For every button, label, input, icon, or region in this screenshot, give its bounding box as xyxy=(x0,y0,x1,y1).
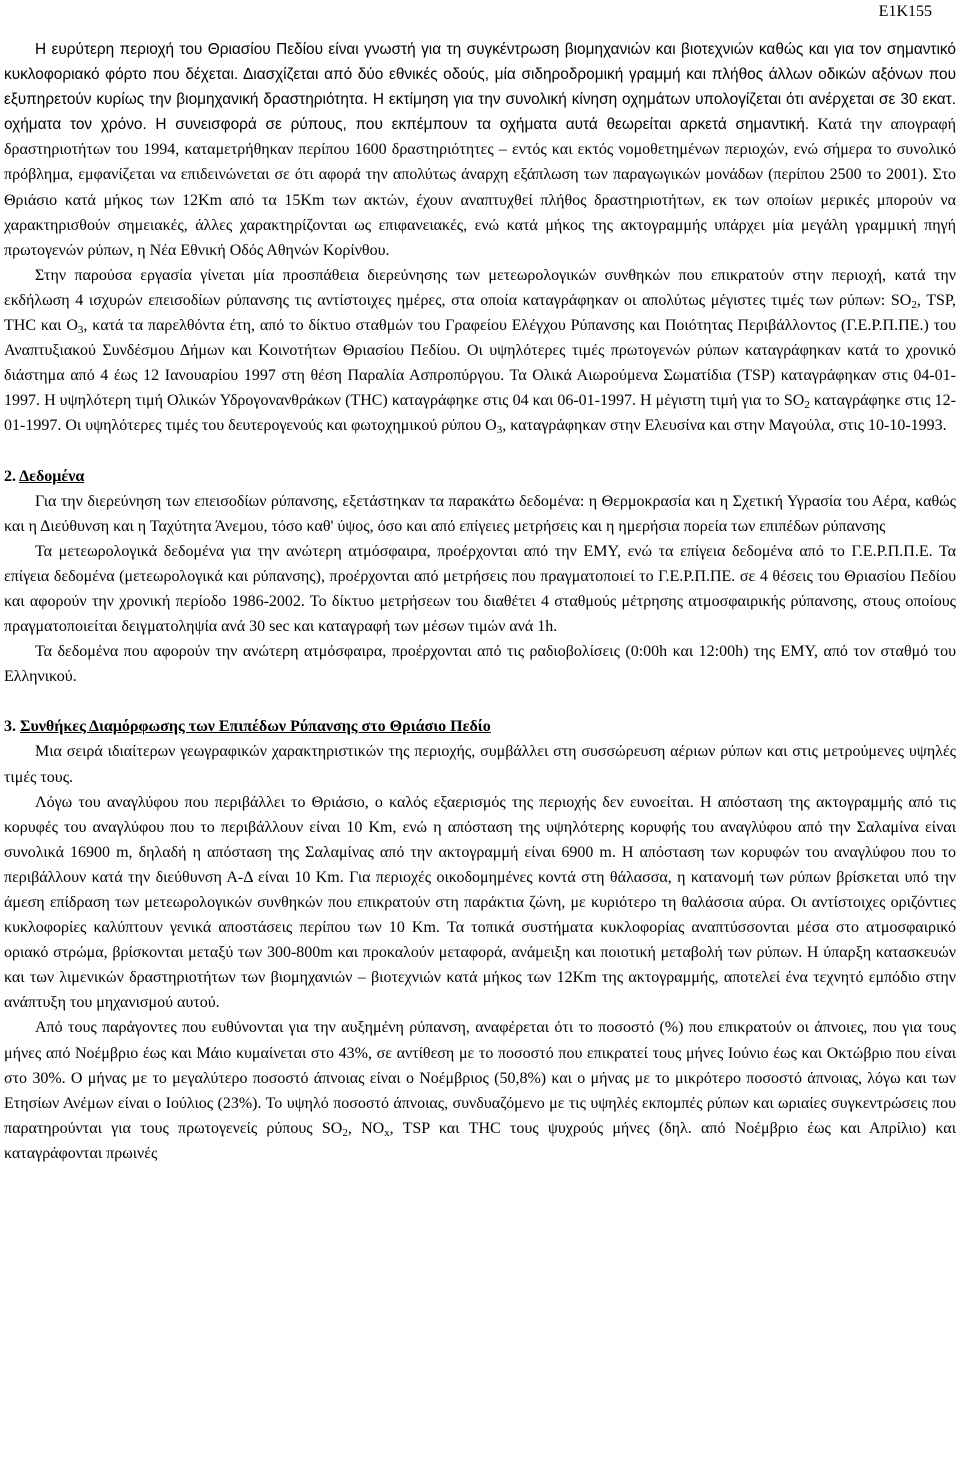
text-run: , TSP και THC τους ψυχρούς μήνες (δηλ. από Νοέμβριο έως και Απρίλιο) και καταγράφονται πρωινές xyxy=(4,1119,956,1162)
section-3-number: 3. xyxy=(4,718,16,736)
text-run: Στην παρούσα εργασία γίνεται μία προσπάθεια διερεύνησης των μετεωρολογικών συνθηκών που επικρατούν στην περιοχή, κατά την εκδήλωση 4 ισχυρών επεισοδίων ρύπανσης τις αντίστοιχες ημέρες, στα οποία καταγράφηκαν οι απολύτως μέγιστες τιμές των ρύπων: SO xyxy=(4,266,956,309)
intro-paragraph-1-serif-part: Κατά την απογραφή δραστηριοτήτων του 1994, καταμετρήθηκαν περίπου 1600 δραστηριότητες – εντός και εκτός νομοθετημένων περιοχών, ενώ σήμερα το συνολικό πρόβλημα, εμφανίζεται να επιδεινώνεται σε ότι αφορά την απολύτως άναρχη εξάπλωση των παραγωγικών μονάδων (περίπου 2500 το 2001). Στο Θριάσιο κατά μήκος των 12Km από τα 15Km των ακτών, έχουν αναπτυχθεί πλήθος δραστηριοτήτων, εκ των οποίων μερικές μπορούν να χαρακτηρισθούν σημειακές, άλλες χαρακτηρίζονται ως επιφανειακές, ενώ κατά μήκος της ακτογραμμής υπάρχει μία μεγάλη γραμμική πηγή πρωτογενών ρύπων, η Νέα Εθνική Οδός Αθηνών Κορίνθου. xyxy=(4,116,956,259)
intro-paragraph-1-sans-part: Η ευρύτερη περιοχή του Θριασίου Πεδίου είναι γνωστή για τη συγκέντρωση βιομηχανιών και βιοτεχνιών καθώς και για τον σημαντικό κυκλοφοριακό φόρτο που δέχεται. Διασχίζεται από δύο εθνικές οδούς, μία σιδηροδρομική γραμμή και πλήθος άλλων οδικών αξόνων που εξυπηρετούν κυρίως την βιομηχανική δραστηριότητα. Η εκτίμηση για την συνολική κίνηση οχημάτων υπολογίζεται ότι ανέρχεται σε 30 εκατ. οχήματα τον χρόνο. Η συνεισφορά σε ρύπους, που εκπέμπουν τα οχήματα αυτά θεωρείται αρκετά σημαντική. xyxy=(4,41,956,134)
section-3-title: Συνθήκες Διαμόρφωσης των Επιπέδων Ρύπανσης στο Θριάσιο Πεδίο xyxy=(20,718,491,736)
document-body xyxy=(4,37,956,1166)
text-run: καταγράφηκε στις 12-01-1997. Οι υψηλότερες τιμές του δευτερογενούς και φωτοχημικού ρύπου O xyxy=(4,392,956,435)
section-2-paragraph-3: Τα δεδομένα που αφορούν την ανώτερη ατμόσφαιρα, προέρχονται από τις ραδιοβολίσεις (0:00h και 12:00h) της ΕΜΥ, από τον σταθμό του Ελληνικού. xyxy=(4,643,956,686)
subscript: x xyxy=(384,1126,390,1139)
spacer xyxy=(4,689,956,714)
section-3-heading xyxy=(4,714,956,739)
subscript: 2 xyxy=(804,399,810,412)
section-2-number: 2. xyxy=(4,467,16,485)
intro-paragraph-1 xyxy=(4,37,956,263)
subscript: 2 xyxy=(342,1126,348,1139)
intro-paragraph-2 xyxy=(4,263,956,439)
section-2-title: Δεδομένα xyxy=(19,467,85,485)
section-3-paragraph-2: Λόγω του αναγλύφου που περιβάλλει το Θριάσιο, ο καλός εξαερισμός της περιοχής δεν ευνοείται. Η απόσταση της ακτογραμμής από τις κορυφές του αναγλύφου που το περιβάλλουν είναι 10 Km, ενώ η απόσταση της υψηλότερης κορυφής του αναγλύφου από την Σαλαμίνα είναι συνολικά 16900 m, δηλαδή η απόσταση της Σαλαμίνας από την ακτογραμμή είναι 6900 m. Η απόσταση των κορυφών του αναγλύφου που το περιβάλλουν κατά την διεύθυνση Α-Δ είναι 10 Km. Για περιοχές οικοδομημένες κοντά στη θάλασσα, η κατανομή των ρύπων βρίσκεται υπό την άμεση επίδραση των μετεωρολογικών συνθηκών που επικρατούν στη παράκτια ζώνη, με κυριότερο τη θαλάσσια αύρα. Οι αντίστοιχες οριζόντιες κυκλοφορίες καλύπτουν γενικά αποστάσεις περίπου των 10 Km. Τα τοπικά συστήματα κυκλοφορίας αναπτύσσονται μέσα στο ατμοσφαιρικό οριακό στρώμα, βρίσκονται μεταξύ των 300-800m και προκαλούν μεταφορά, ανάμειξη και ποιοτική μεταβολή των ρύπων. Η ύπαρξη κατασκευών και των λιμενικών δραστηριοτήτων των βιομηχανιών – βιοτεχνιών κατά μήκος των 12Km της ακτογραμμής, αποτελεί ένα τεχνητό εμπόδιο στην ανάπτυξη του μηχανισμού αυτού. xyxy=(4,793,956,1012)
subscript: 3 xyxy=(77,324,84,337)
text-run: , TSP, THC και O xyxy=(4,291,956,335)
section-2-paragraph-2: Τα μετεωρολογικά δεδομένα για την ανώτερη ατμόσφαιρα, προέρχονται από την ΕΜΥ, ενώ τα επίγεια δεδομένα από το Γ.Ε.Ρ.Π.Π.Ε. Τα επίγεια δεδομένα (μετεωρολογικά και ρύπανσης), προέρχονται από μετρήσεις που πραγματοποιεί το Γ.Ε.Ρ.Π.ΠΕ. σε 4 θέσεις του Θριασίου Πεδίου και αφορούν την χρονική περίοδο 1986-2002. Το δίκτυο μετρήσεων του διαθέτει 4 σταθμούς μέτρησης ατμοσφαιρικής ρύπανσης, στους οποίους πραγματοποιείται δειγματοληψία ανά 30 sec και καταγραφή των μέσων τιμών ανά 1h. xyxy=(4,542,956,636)
text-run: , κατά τα παρελθόντα έτη, από το δίκτυο σταθμών του Γραφείου Ελέγχου Ρύπανσης και Ποιότητας Περιβάλλοντος (Γ.Ε.Ρ.Π.ΠΕ.) του Αναπτυξιακού Συνδέσμου Δήμων και Κοινοτήτων Θριασίου Πεδίου. Οι υψηλότερες τιμές πρωτογενών ρύπων καταγράφηκαν κατά το χρονικό διάστημα από 4 έως 12 Ιανουαρίου 1997 στη θέση Παραλία Ασπροπύργου. Τα Ολικά Αιωρούμενα Σωματίδια (TSP) καταγράφηκαν στις 04-01-1997. Η υψηλότερη τιμή Ολικών Υδρογονανθράκων (THC) καταγράφηκε στις 04 και 06-01-1997. Η μέγιστη τιμή για το SO xyxy=(4,317,956,410)
section-3-paragraph-1: Μια σειρά ιδιαίτερων γεωγραφικών χαρακτηριστικών της περιοχής, συμβάλλει στη συσσώρευση αέριων ρύπων και στις μετρούμενες υψηλές τιμές τους. xyxy=(4,743,956,786)
subscript: 3 xyxy=(496,424,503,437)
text-run: Από τους παράγοντες που ευθύνονται για την αυξημένη ρύπανση, αναφέρεται ότι το ποσοστό (%) που επικρατούν οι άπνοιες, που για τους μήνες από Νοέμβριο έως και Μάιο κυμαίνεται στο 43%, σε αντίθεση με το ποσοστό που επικρατεί τους μήνες Ιούνιο έως και Οκτώβριο που είναι στο 30%. Ο μήνας με το μεγαλύτερο ποσοστό άπνοιας είναι ο Νοέμβριος (50,8%) και ο μήνας με το μικρότερο ποσοστό άπνοιας, λόγω και των Ετησίων Ανέμων είναι ο Ιούλιος (23%). Το υψηλό ποσοστό άπνοιας, συνδυαζόμενο με τις υψηλές εκπομπές ρύπων και ωριαίες συγκεντρώσεις που παρατηρούνται για τους πρωτογενείς ρύπους SO xyxy=(4,1019,956,1137)
section-3-paragraph-3 xyxy=(4,1015,956,1166)
subscript: 2 xyxy=(911,298,917,311)
page-id: E1K155 xyxy=(878,3,932,20)
spacer xyxy=(4,439,956,464)
section-2-paragraph-1: Για την διερεύνηση των επεισοδίων ρύπανσης, εξετάστηκαν τα παρακάτω δεδομένα: η Θερμοκρασία και η Σχετική Υγρασία του Αέρα, καθώς και η Διεύθυνση και η Ταχύτητα Άνεμου, τόσο καθ' ύψος, όσο και από επίγειες μετρήσεις και η ημερήσια πορεία των επιπέδων ρύπανσης xyxy=(4,492,956,535)
section-2-heading xyxy=(4,464,956,489)
text-run: , NO xyxy=(347,1119,385,1137)
text-run: , καταγράφηκαν στην Ελευσίνα και στην Μαγούλα, στις 10-10-1993. xyxy=(502,417,947,435)
